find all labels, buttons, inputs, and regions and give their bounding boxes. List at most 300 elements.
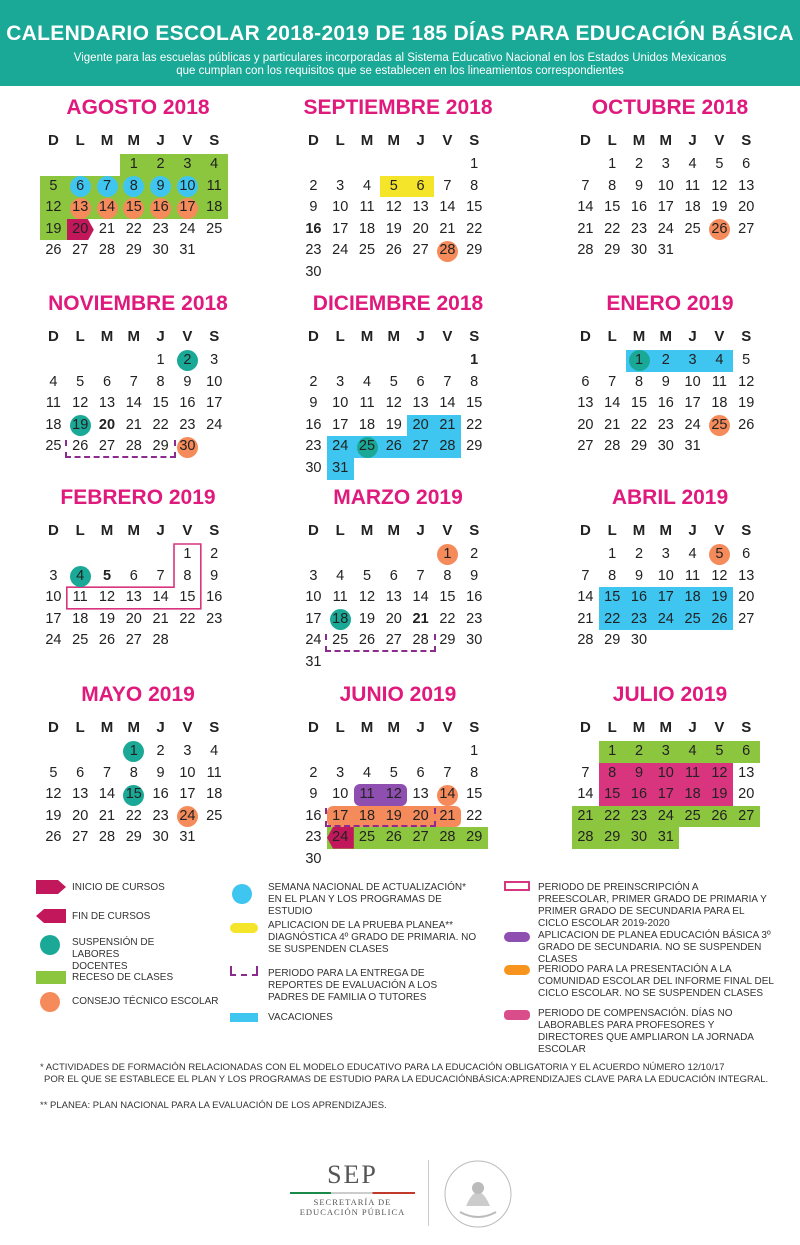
day-cell: 18 (358, 807, 376, 824)
day-cell: 6 (742, 743, 751, 759)
weekday-header: S (209, 328, 220, 345)
weekday-header: M (387, 719, 401, 736)
day-cell: 10 (206, 373, 223, 390)
day-cell: 26 (711, 807, 728, 824)
day-cell: 15 (152, 395, 169, 412)
day-cell: 4 (210, 156, 219, 172)
day-cell: 26 (738, 416, 755, 433)
day-cell: 19 (98, 610, 116, 627)
day-cell: 20 (412, 416, 429, 433)
day-cell: 28 (604, 438, 621, 455)
day-cell: 17 (305, 610, 322, 627)
day-cell: 30 (305, 264, 322, 280)
day-cell: 14 (604, 395, 621, 412)
day-cell: 14 (439, 786, 456, 803)
weekday-header: M (360, 328, 374, 345)
day-cell: 18 (684, 786, 701, 803)
weekday-header: L (335, 522, 345, 539)
planea3-icon (504, 932, 530, 942)
day-cell: 26 (358, 632, 376, 649)
day-cell: 24 (657, 610, 674, 627)
subtitle-line-1: Vigente para las escuelas públicas y particulares incorporadas al Sistema Educativo Nacional en los Estados Unidos Mexicanos (73, 52, 727, 64)
legend-presentacion: PERIODO PARA LA PRESENTACIÓN A LA COMUNIDAD ESCOLAR DEL INFORME FINAL DEL CICLO ESCOLAR. NO SE SUSPENDEN CLASES (538, 964, 774, 999)
weekday-header: M (632, 132, 646, 149)
weekday-header: S (469, 719, 480, 736)
day-cell: 11 (359, 786, 375, 803)
day-cell: 10 (657, 764, 674, 781)
day-cell: 5 (362, 567, 372, 584)
month-title: ABRIL 2019 (611, 486, 729, 509)
legend-planea4: APLICACION DE LA PRUEBA PLANEA** DIAGNÓSTICA 4º GRADO DE PRIMARIA. NO SE SUSPENDEN CLASES (268, 920, 477, 955)
day-cell: 5 (102, 567, 112, 584)
day-cell: 12 (711, 567, 728, 584)
day-cell: 8 (470, 373, 479, 390)
legend-vacaciones: VACACIONES (268, 1012, 333, 1023)
day-cell: 15 (179, 589, 196, 606)
day-cell: 3 (688, 352, 697, 368)
day-cell: 5 (49, 177, 58, 194)
day-cell: 14 (98, 786, 116, 803)
weekday-header: D (307, 719, 319, 736)
day-cell: 13 (412, 395, 429, 412)
day-cell: 31 (179, 829, 196, 846)
day-cell: 12 (45, 199, 62, 216)
day-cell: 1 (129, 743, 138, 759)
day-cell: 11 (359, 199, 375, 216)
council-icon (40, 992, 60, 1012)
day-cell: 22 (604, 220, 621, 237)
day-cell: 13 (738, 764, 755, 781)
day-cell: 25 (358, 829, 376, 846)
day-cell: 1 (156, 352, 165, 368)
day-cell: 19 (358, 610, 376, 627)
weekday-header: M (100, 132, 114, 149)
day-cell: 27 (412, 438, 429, 455)
day-cell: 18 (206, 786, 223, 803)
footnote-2: ** PLANEA: PLAN NACIONAL PARA LA EVALUACIÓN DE LOS APRENDIZAJES. (40, 1100, 387, 1111)
day-cell: 30 (630, 829, 648, 846)
legend-receso: RECESO DE CLASES (72, 972, 174, 983)
day-cell: 27 (385, 632, 402, 649)
day-cell: 3 (336, 764, 345, 781)
day-cell: 22 (604, 807, 621, 824)
day-cell: 13 (72, 199, 89, 216)
day-cell: 29 (604, 829, 621, 846)
day-cell: 9 (309, 395, 318, 412)
day-cell: 8 (608, 177, 617, 194)
day-cell: 26 (45, 829, 62, 846)
day-cell: 22 (125, 807, 142, 824)
weekday-header: L (75, 719, 85, 736)
day-cell: 21 (439, 416, 456, 433)
weekday-header: D (307, 132, 319, 149)
weekday-header: L (335, 132, 345, 149)
legend-suspension: SUSPENSIÓN DE LABORES DOCENTES (72, 937, 155, 972)
day-cell: 24 (657, 220, 674, 237)
month-title: FEBRERO 2019 (60, 486, 216, 509)
weekday-header: M (360, 719, 374, 736)
day-cell: 10 (332, 395, 349, 412)
day-cell: 8 (634, 373, 644, 390)
day-cell: 21 (412, 610, 429, 627)
weekday-header: V (714, 719, 725, 736)
weekday-header: S (469, 132, 480, 149)
day-cell: 3 (661, 156, 670, 172)
day-cell: 12 (385, 786, 402, 803)
day-cell: 14 (577, 589, 594, 606)
day-cell: 15 (466, 199, 483, 216)
preregistration-icon (504, 881, 530, 891)
day-cell: 17 (332, 416, 349, 433)
weekday-header: V (714, 132, 725, 149)
day-cell: 25 (684, 610, 701, 627)
day-cell: 22 (152, 416, 169, 433)
day-cell: 4 (688, 743, 697, 759)
day-cell: 2 (183, 352, 192, 368)
footnote-1a: * ACTIVIDADES DE FORMACIÓN RELACIONADAS CON EL MODELO EDUCATIVO PARA LA EDUCACIÓN OBLIGATORIA Y EL ACUERDO NÚMERO 12/10/17 (40, 1062, 725, 1073)
day-cell: 31 (179, 242, 196, 259)
day-cell: 3 (336, 177, 345, 194)
weekday-header: J (156, 719, 165, 736)
recess-icon (36, 971, 66, 984)
planea4-icon (230, 923, 258, 933)
day-cell: 23 (179, 416, 196, 433)
weekday-header: L (75, 328, 85, 345)
month-title: NOVIEMBRE 2018 (48, 292, 228, 315)
day-cell: 16 (466, 589, 483, 606)
legend-preinscripcion: PERIODO DE PREINSCRIPCIÓN A PREESCOLAR, PRIMER GRADO DE PRIMARIA Y PRIMER GRADO DE SECUNDARIA PARA EL CICLO ESCOLAR 2019-2020 (538, 882, 767, 929)
day-cell: 9 (661, 373, 670, 390)
weekday-header: M (387, 328, 401, 345)
day-cell: 13 (72, 786, 89, 803)
day-cell: 30 (630, 632, 648, 649)
day-cell: 14 (125, 395, 142, 412)
day-cell: 2 (309, 373, 318, 390)
day-cell: 6 (129, 567, 138, 584)
weekday-header: S (741, 719, 752, 736)
day-cell: 26 (385, 829, 402, 846)
sep-logo-text: SEP (327, 1160, 378, 1189)
day-cell: 7 (581, 567, 590, 584)
weekday-header: D (579, 132, 591, 149)
day-cell: 28 (152, 632, 169, 649)
day-cell: 31 (684, 438, 701, 455)
vacation-icon (230, 1013, 258, 1022)
day-cell: 30 (305, 851, 322, 867)
day-cell: 8 (156, 373, 165, 390)
update-week-icon (232, 884, 252, 904)
month-title: AGOSTO 2018 (66, 96, 210, 119)
day-cell: 16 (152, 786, 169, 803)
day-cell: 6 (76, 177, 85, 194)
day-cell: 19 (385, 220, 402, 237)
day-cell: 16 (179, 395, 196, 412)
weekday-header: S (741, 522, 752, 539)
day-cell: 19 (711, 589, 728, 606)
day-cell: 8 (183, 567, 192, 584)
day-cell: 1 (129, 156, 138, 172)
day-cell: 27 (738, 220, 755, 237)
day-cell: 23 (630, 610, 648, 627)
day-cell: 22 (179, 610, 196, 627)
day-cell: 24 (684, 416, 701, 433)
day-cell: 6 (416, 373, 425, 390)
day-cell: 27 (98, 438, 116, 455)
day-cell: 21 (125, 416, 142, 433)
day-cell: 13 (125, 589, 142, 606)
weekday-header: J (688, 328, 697, 345)
day-cell: 18 (684, 589, 701, 606)
day-cell: 12 (45, 786, 62, 803)
day-cell: 2 (634, 156, 644, 172)
day-cell: 18 (332, 610, 349, 627)
weekday-header: M (127, 328, 141, 345)
weekday-header: S (469, 328, 480, 345)
weekday-header: D (307, 328, 319, 345)
day-cell: 14 (152, 589, 169, 606)
weekday-header: V (442, 719, 453, 736)
day-cell: 6 (102, 373, 112, 390)
day-cell: 28 (439, 242, 456, 259)
weekday-header: V (714, 522, 725, 539)
day-cell: 27 (72, 242, 89, 259)
day-cell: 16 (305, 416, 322, 433)
weekday-header: L (607, 522, 617, 539)
day-cell: 20 (72, 220, 89, 237)
day-cell: 1 (470, 352, 479, 368)
day-cell: 25 (684, 807, 701, 824)
day-cell: 21 (577, 220, 594, 237)
day-cell: 21 (439, 220, 456, 237)
day-cell: 20 (738, 199, 755, 216)
day-cell: 2 (470, 546, 479, 562)
legend-semana: SEMANA NACIONAL DE ACTUALIZACIÓN* EN EL PLAN Y LOS PROGRAMAS DE ESTUDIO (268, 882, 467, 917)
footnote-1b: POR EL QUE SE ESTABLECE EL PLAN Y LOS PROGRAMAS DE ESTUDIO PARA LA EDUCACIÓNBÁSICA:APRENDIZAJES CLAVE PARA LA EDUCACIÓN INTEGRAL. (44, 1074, 769, 1085)
day-cell: 8 (608, 764, 617, 781)
reports-icon (230, 966, 258, 976)
day-cell: 21 (577, 610, 594, 627)
compensation-icon (504, 1010, 530, 1020)
legend-planea3: APLICACION DE PLANEA EDUCACIÓN BÁSICA 3º GRADO DE SECUNDARIA. NO SE SUSPENDEN CLASES (538, 930, 771, 965)
weekday-header: J (156, 522, 165, 539)
weekday-header: S (209, 522, 220, 539)
day-cell: 7 (443, 373, 452, 390)
day-cell: 15 (604, 786, 621, 803)
day-cell: 17 (332, 807, 349, 824)
weekday-header: M (659, 719, 673, 736)
day-cell: 3 (661, 546, 670, 562)
day-cell: 5 (76, 373, 85, 390)
day-cell: 5 (389, 177, 398, 194)
month-title: OCTUBRE 2018 (591, 96, 749, 119)
day-cell: 16 (630, 199, 648, 216)
weekday-header: J (416, 328, 425, 345)
weekday-header: M (360, 132, 374, 149)
day-cell: 11 (685, 177, 701, 194)
weekday-header: L (335, 719, 345, 736)
month-title: JUNIO 2019 (339, 683, 457, 706)
weekday-header: D (47, 132, 59, 149)
day-cell: 21 (152, 610, 169, 627)
day-cell: 7 (102, 764, 112, 781)
day-cell: 13 (412, 199, 429, 216)
day-cell: 16 (630, 786, 648, 803)
day-cell: 3 (49, 567, 58, 584)
day-cell: 10 (305, 589, 322, 606)
day-cell: 8 (608, 567, 617, 584)
weekday-header: J (688, 719, 697, 736)
weekday-header: S (741, 132, 752, 149)
day-cell: 12 (711, 764, 728, 781)
day-cell: 27 (72, 829, 89, 846)
national-seal-icon (442, 1158, 514, 1230)
day-cell: 29 (466, 829, 483, 846)
legend-fin: FIN DE CURSOS (72, 911, 151, 922)
month-title: MARZO 2019 (333, 486, 463, 509)
month-title: ENERO 2019 (606, 292, 734, 315)
month-title: SEPTIEMBRE 2018 (303, 96, 493, 119)
day-cell: 15 (604, 199, 621, 216)
day-cell: 7 (608, 373, 617, 390)
weekday-header: J (416, 719, 425, 736)
day-cell: 23 (152, 220, 169, 237)
day-cell: 1 (443, 546, 452, 562)
day-cell: 11 (206, 177, 222, 194)
day-cell: 31 (332, 460, 349, 476)
weekday-header: M (127, 132, 141, 149)
weekday-header: J (688, 522, 697, 539)
presentation-icon (504, 965, 530, 975)
weekday-header: M (632, 719, 646, 736)
day-cell: 12 (738, 373, 755, 390)
day-cell: 7 (443, 177, 452, 194)
day-cell: 5 (49, 764, 58, 781)
weekday-header: M (659, 522, 673, 539)
weekday-header: M (100, 328, 114, 345)
day-cell: 19 (45, 807, 62, 824)
day-cell: 2 (309, 177, 318, 194)
day-cell: 19 (385, 807, 402, 824)
day-cell: 6 (416, 177, 425, 194)
day-cell: 5 (715, 156, 724, 172)
legend-compensacion: PERIODO DE COMPENSACIÓN. DÍAS NO LABORABLES PARA PROFESORES Y DIRECTORES QUE AMPLIARON LA JORNADA ESCOLAR (538, 1008, 754, 1055)
day-cell: 3 (336, 373, 345, 390)
weekday-header: J (688, 132, 697, 149)
end-course-icon (36, 909, 66, 923)
weekday-header: V (182, 522, 193, 539)
day-cell: 11 (332, 589, 348, 606)
day-cell: 5 (389, 764, 398, 781)
day-cell: 3 (183, 743, 192, 759)
day-cell: 23 (305, 438, 322, 455)
day-cell: 28 (439, 829, 456, 846)
weekday-header: V (442, 328, 453, 345)
day-cell: 13 (412, 786, 429, 803)
day-cell: 3 (309, 567, 318, 584)
day-cell: 24 (657, 807, 674, 824)
day-cell: 9 (156, 177, 165, 194)
day-cell: 29 (125, 829, 142, 846)
day-cell: 27 (577, 438, 594, 455)
day-cell: 26 (45, 242, 62, 259)
day-cell: 4 (688, 156, 697, 172)
day-cell: 9 (634, 177, 644, 194)
weekday-header: D (307, 522, 319, 539)
day-cell: 1 (470, 156, 479, 172)
legend-inicio: INICIO DE CURSOS (72, 882, 165, 893)
day-cell: 19 (711, 199, 728, 216)
day-cell: 17 (45, 610, 62, 627)
day-cell: 21 (577, 807, 594, 824)
day-cell: 6 (581, 373, 590, 390)
day-cell: 1 (608, 743, 617, 759)
page-title: CALENDARIO ESCOLAR 2018-2019 DE 185 DÍAS PARA EDUCACIÓN BÁSICA (6, 22, 794, 45)
day-cell: 28 (577, 632, 594, 649)
day-cell: 24 (45, 632, 62, 649)
day-cell: 5 (715, 743, 724, 759)
day-cell: 20 (125, 610, 142, 627)
day-cell: 3 (210, 352, 219, 368)
day-cell: 27 (412, 829, 429, 846)
day-cell: 30 (152, 242, 169, 259)
day-cell: 4 (76, 567, 85, 584)
day-cell: 5 (715, 546, 724, 562)
day-cell: 14 (577, 199, 594, 216)
day-cell: 9 (634, 764, 644, 781)
day-cell: 16 (305, 807, 322, 824)
day-cell: 10 (45, 589, 62, 606)
day-cell: 25 (711, 416, 728, 433)
weekday-header: S (209, 719, 220, 736)
day-cell: 16 (657, 395, 674, 412)
day-cell: 16 (206, 589, 223, 606)
day-cell: 18 (206, 199, 223, 216)
day-cell: 9 (470, 567, 479, 584)
day-cell: 10 (657, 177, 674, 194)
day-cell: 26 (72, 438, 89, 455)
weekday-header: L (607, 328, 617, 345)
day-cell: 12 (385, 395, 402, 412)
day-cell: 27 (738, 807, 755, 824)
weekday-header: V (182, 132, 193, 149)
day-cell: 7 (581, 764, 590, 781)
weekday-header: M (632, 328, 646, 345)
day-cell: 25 (45, 438, 62, 455)
day-cell: 4 (362, 764, 372, 781)
day-cell: 8 (129, 177, 138, 194)
day-cell: 24 (332, 438, 349, 455)
day-cell: 13 (385, 589, 402, 606)
weekday-header: D (47, 328, 59, 345)
day-cell: 28 (412, 632, 429, 649)
day-cell: 14 (412, 589, 429, 606)
day-cell: 22 (439, 610, 456, 627)
weekday-header: V (182, 328, 193, 345)
weekday-header: V (442, 522, 453, 539)
day-cell: 5 (742, 352, 751, 368)
day-cell: 22 (630, 416, 648, 433)
day-cell: 12 (711, 177, 728, 194)
day-cell: 30 (630, 242, 648, 259)
day-cell: 15 (125, 199, 142, 216)
day-cell: 1 (608, 156, 617, 172)
day-cell: 4 (49, 373, 58, 390)
weekday-header: D (579, 522, 591, 539)
day-cell: 24 (179, 220, 196, 237)
day-cell: 3 (183, 156, 192, 172)
day-cell: 31 (657, 829, 674, 846)
day-cell: 23 (305, 829, 322, 846)
